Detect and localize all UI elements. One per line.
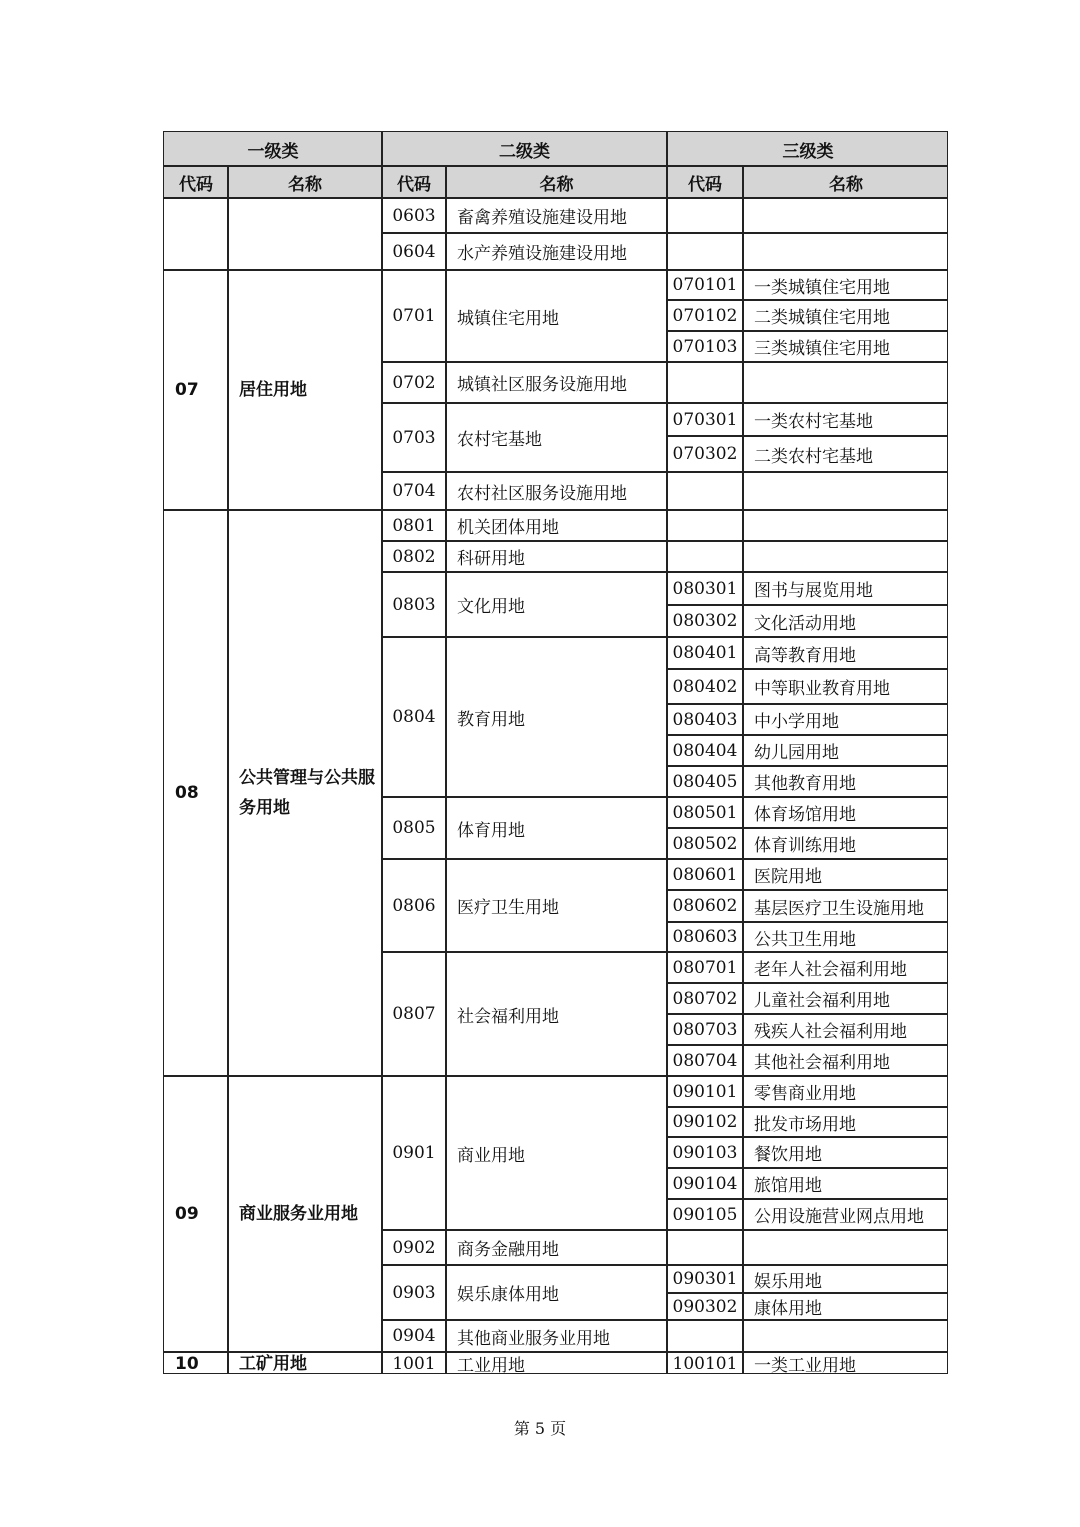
level3-code <box>667 1320 743 1352</box>
level1-name: 工矿用地 <box>239 1353 307 1374</box>
level3-code: 090104 <box>672 1173 738 1194</box>
level3-name: 其他社会福利用地 <box>754 1053 890 1073</box>
level3-name: 文化活动用地 <box>754 613 856 634</box>
level2-name: 商务金融用地 <box>457 1240 559 1260</box>
level2-name: 教育用地 <box>457 709 525 730</box>
level3-code <box>667 1230 743 1265</box>
level3-name: 中小学用地 <box>754 712 839 732</box>
level3-code: 080405 <box>672 771 738 792</box>
level3-name: 一类城镇住宅用地 <box>754 277 890 298</box>
column-border <box>445 166 447 1374</box>
level3-name: 三类城镇住宅用地 <box>754 339 890 359</box>
level3-code: 080403 <box>672 709 738 730</box>
header-name: 名称 <box>228 166 382 198</box>
header-level1: 一级类 <box>164 132 382 166</box>
level2-code: 0904 <box>392 1326 436 1346</box>
level3-name: 一类工业用地 <box>754 1356 856 1374</box>
level2-code: 0704 <box>392 481 436 501</box>
level1-code: 10 <box>175 1353 199 1374</box>
level3-name <box>743 510 948 541</box>
level3-name: 体育训练用地 <box>754 836 856 856</box>
level3-name <box>743 362 948 403</box>
level2-code: 0902 <box>392 1237 436 1258</box>
level3-code: 070103 <box>672 336 738 357</box>
level1-name: 商业服务业用地 <box>239 1204 358 1224</box>
level2-name: 城镇住宅用地 <box>457 308 559 329</box>
level1-code: 08 <box>175 783 199 803</box>
header-code: 代码 <box>164 166 228 198</box>
header-name: 名称 <box>446 166 667 198</box>
level2-name: 社会福利用地 <box>457 1006 559 1027</box>
level3-name: 幼儿园用地 <box>754 743 839 763</box>
level2-code: 0603 <box>392 205 436 226</box>
level3-name: 医院用地 <box>754 867 822 887</box>
level3-code: 080404 <box>672 740 738 761</box>
level3-code: 090302 <box>672 1296 738 1317</box>
level1-code: 07 <box>175 380 199 400</box>
level2-code: 0903 <box>392 1282 436 1303</box>
level2-name: 科研用地 <box>457 549 525 569</box>
level3-name: 老年人社会福利用地 <box>754 960 907 980</box>
page-number: 第 5 页 <box>513 1419 567 1438</box>
level3-name: 康体用地 <box>754 1299 822 1319</box>
level3-name: 旅馆用地 <box>754 1176 822 1196</box>
level1-code <box>164 198 228 270</box>
level2-name: 其他商业服务业用地 <box>457 1328 610 1349</box>
level3-name: 娱乐用地 <box>754 1271 822 1292</box>
level3-code: 090103 <box>672 1142 738 1163</box>
column-border <box>742 166 744 1374</box>
level3-name: 二类城镇住宅用地 <box>754 308 890 328</box>
level2-name: 水产养殖设施建设用地 <box>457 244 627 264</box>
header-level3: 三级类 <box>667 132 948 166</box>
level3-code <box>667 233 743 270</box>
level3-code: 090301 <box>672 1269 738 1289</box>
level3-code: 080704 <box>672 1050 738 1071</box>
level3-name <box>743 1230 948 1265</box>
header-code: 代码 <box>667 166 743 198</box>
level3-code: 090101 <box>672 1081 738 1102</box>
level2-code: 1001 <box>392 1353 436 1374</box>
level3-code: 080702 <box>672 988 738 1009</box>
level2-name: 农村宅基地 <box>457 430 542 450</box>
level3-code <box>667 362 743 403</box>
column-border <box>666 132 668 1374</box>
level2-code: 0702 <box>392 372 436 393</box>
column-border <box>227 166 229 1374</box>
level3-name: 二类农村宅基地 <box>754 446 873 467</box>
level3-code: 080602 <box>672 896 738 916</box>
level3-code: 080703 <box>672 1019 738 1040</box>
level3-code: 080502 <box>672 833 738 854</box>
level2-name: 城镇社区服务设施用地 <box>457 375 627 395</box>
level3-name <box>743 541 948 572</box>
level3-name: 一类农村宅基地 <box>754 412 873 432</box>
level2-code: 0703 <box>392 427 436 448</box>
level2-name: 商业用地 <box>457 1145 525 1166</box>
header-name: 名称 <box>743 166 948 198</box>
level3-name <box>743 198 948 233</box>
level3-code <box>667 541 743 572</box>
level3-name: 图书与展览用地 <box>754 581 873 601</box>
level3-code: 070301 <box>672 409 738 430</box>
level2-name: 农村社区服务设施用地 <box>457 483 627 504</box>
level3-name: 基层医疗卫生设施用地 <box>754 898 924 919</box>
level3-code: 090102 <box>672 1112 738 1132</box>
level3-name <box>743 233 948 270</box>
level3-code: 080701 <box>672 957 738 978</box>
level2-code: 0701 <box>392 306 436 326</box>
level2-code: 0807 <box>392 1004 436 1024</box>
level2-code: 0806 <box>392 895 436 916</box>
level2-name: 娱乐康体用地 <box>457 1285 559 1305</box>
level3-code <box>667 198 743 233</box>
level3-name: 体育场馆用地 <box>754 805 856 825</box>
level3-code: 070302 <box>672 444 738 464</box>
level3-code: 080302 <box>672 611 738 631</box>
level3-name <box>743 1320 948 1352</box>
level3-name: 公用设施营业网点用地 <box>754 1207 924 1227</box>
level3-name: 高等教育用地 <box>754 645 856 666</box>
level3-code: 070101 <box>672 275 738 295</box>
level3-code: 080401 <box>672 643 738 663</box>
header-divider <box>164 165 948 167</box>
level2-name: 畜禽养殖设施建设用地 <box>457 208 627 228</box>
level3-code: 080501 <box>672 802 738 823</box>
level3-code: 070102 <box>672 305 738 326</box>
level3-name: 餐饮用地 <box>754 1145 822 1165</box>
level1-name <box>228 198 382 270</box>
level3-code: 080402 <box>672 676 738 697</box>
level3-code: 100101 <box>672 1353 738 1374</box>
level2-name: 体育用地 <box>457 820 525 841</box>
level2-name: 机关团体用地 <box>457 518 559 538</box>
level2-code: 0802 <box>392 546 436 567</box>
level2-code: 0604 <box>392 241 436 262</box>
level3-name: 中等职业教育用地 <box>754 679 890 699</box>
level2-name: 文化用地 <box>457 597 525 617</box>
land-classification-table <box>163 131 948 1374</box>
level2-code: 0803 <box>392 594 436 615</box>
header-level2: 二级类 <box>382 132 667 166</box>
level3-name: 零售商业用地 <box>754 1084 856 1104</box>
level3-name: 儿童社会福利用地 <box>754 991 890 1011</box>
level3-name: 其他教育用地 <box>754 774 856 794</box>
column-border <box>381 132 383 1374</box>
level1-name: 居住用地 <box>239 380 307 400</box>
level3-name: 公共卫生用地 <box>754 929 856 950</box>
level2-name: 工业用地 <box>457 1356 525 1374</box>
level1-name: 公共管理与公共服务用地 <box>239 768 375 818</box>
header-code: 代码 <box>382 166 446 198</box>
level2-code: 0901 <box>392 1143 436 1163</box>
level3-code: 080601 <box>672 864 738 885</box>
level3-code: 080301 <box>672 578 738 599</box>
level2-code: 0805 <box>392 818 436 838</box>
level2-code: 0801 <box>392 515 436 536</box>
level3-code: 090105 <box>672 1204 738 1225</box>
level3-code: 080603 <box>672 927 738 947</box>
level3-name: 残疾人社会福利用地 <box>754 1022 907 1042</box>
level2-code: 0804 <box>392 707 436 727</box>
level3-name: 批发市场用地 <box>754 1114 856 1135</box>
level2-name: 医疗卫生用地 <box>457 898 559 918</box>
level1-code: 09 <box>175 1204 199 1224</box>
level3-name <box>743 472 948 510</box>
level3-code <box>667 510 743 541</box>
level3-code <box>667 472 743 510</box>
